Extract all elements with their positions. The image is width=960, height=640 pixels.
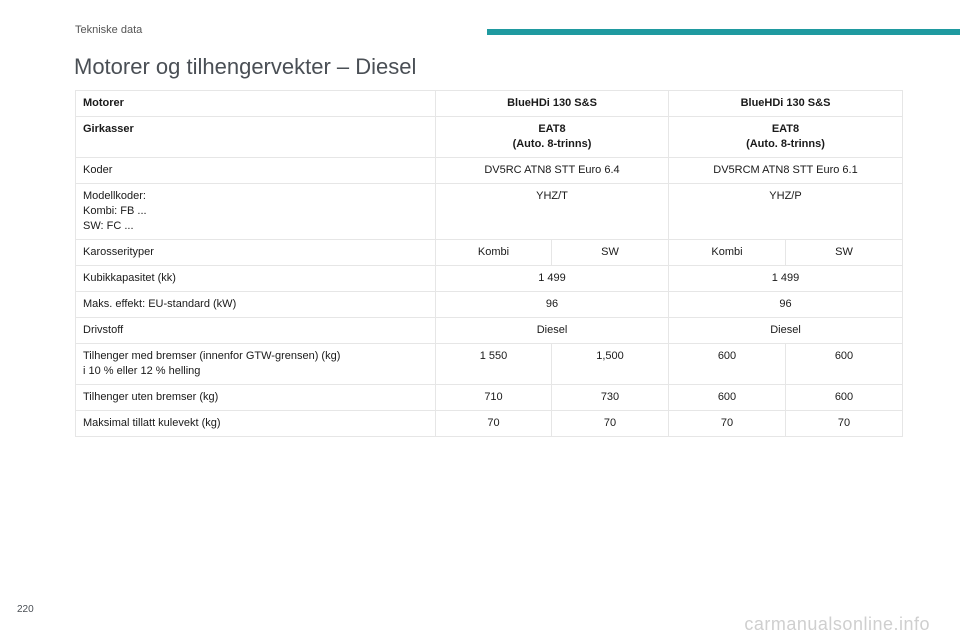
nose-weight-cell: 70 <box>552 411 669 437</box>
unbraked-trailer-cell: 600 <box>669 385 786 411</box>
braked-trailer-cell: 1 550 <box>436 344 552 385</box>
page-title: Motorer og tilhengervekter – Diesel <box>74 54 417 79</box>
row-label-kubikk: Kubikkapasitet (kk) <box>76 266 436 292</box>
body-type-cell: SW <box>786 240 903 266</box>
table-row-drivstoff <box>76 318 903 344</box>
tilhenger-bremser-line1: Tilhenger med bremser (innenfor GTW-grensen) (kg) <box>83 350 341 362</box>
gearbox-1-type: EAT8 <box>538 123 566 135</box>
table-row-girkasser <box>76 117 903 158</box>
section-accent-bar <box>487 29 960 35</box>
nose-weight-cell: 70 <box>436 411 552 437</box>
code-2: DV5RCM ATN8 STT Euro 6.1 <box>669 158 903 184</box>
row-label-modellkoder <box>76 184 436 240</box>
modellkoder-kombi: Kombi: FB ... <box>83 205 147 217</box>
row-label-karosserityper: Karosserityper <box>76 240 436 266</box>
braked-trailer-cell: 600 <box>669 344 786 385</box>
row-label-drivstoff: Drivstoff <box>76 318 436 344</box>
row-label-effekt: Maks. effekt: EU-standard (kW) <box>76 292 436 318</box>
specs-table <box>75 90 903 437</box>
modellkoder-sw: SW: FC ... <box>83 220 134 232</box>
displacement-2: 1 499 <box>669 266 903 292</box>
modellkoder-heading: Modellkoder: <box>83 190 146 202</box>
tilhenger-bremser-line2: i 10 % eller 12 % helling <box>83 365 201 377</box>
gearbox-1-desc: (Auto. 8-trinns) <box>512 138 592 150</box>
engine-2-name: BlueHDi 130 S&S <box>669 91 903 117</box>
page-number: 220 <box>17 604 34 615</box>
table-row-tilhenger-uten <box>76 385 903 411</box>
power-2: 96 <box>669 292 903 318</box>
table-row-effekt <box>76 292 903 318</box>
row-label-koder: Koder <box>76 158 436 184</box>
table-row-tilhenger-bremser <box>76 344 903 385</box>
unbraked-trailer-cell: 600 <box>786 385 903 411</box>
unbraked-trailer-cell: 730 <box>552 385 669 411</box>
model-code-1: YHZ/T <box>436 184 669 240</box>
fuel-1: Diesel <box>436 318 669 344</box>
table-row-kubikk <box>76 266 903 292</box>
body-type-cell: SW <box>552 240 669 266</box>
watermark-link[interactable]: carmanualsonline.info <box>744 614 930 634</box>
gearbox-2-type: EAT8 <box>771 123 800 135</box>
table-row-koder <box>76 158 903 184</box>
table-row-motorer <box>76 91 903 117</box>
row-label-tilhenger-uten: Tilhenger uten bremser (kg) <box>76 385 436 411</box>
row-label-girkasser: Girkasser <box>76 117 436 158</box>
body-type-cell: Kombi <box>669 240 786 266</box>
table-row-karosserityper <box>76 240 903 266</box>
section-label: Tekniske data <box>75 24 143 36</box>
braked-trailer-cell: 1,500 <box>552 344 669 385</box>
table-row-modellkoder <box>76 184 903 240</box>
engine-1-name: BlueHDi 130 S&S <box>436 91 669 117</box>
fuel-2: Diesel <box>669 318 903 344</box>
braked-trailer-cell: 600 <box>786 344 903 385</box>
unbraked-trailer-cell: 710 <box>436 385 552 411</box>
row-label-motorer: Motorer <box>76 91 436 117</box>
gearbox-2 <box>669 117 903 158</box>
gearbox-1 <box>436 117 669 158</box>
displacement-1: 1 499 <box>436 266 669 292</box>
nose-weight-cell: 70 <box>669 411 786 437</box>
model-code-2: YHZ/P <box>669 184 903 240</box>
gearbox-2-desc: (Auto. 8-trinns) <box>746 138 825 150</box>
row-label-kulevekt: Maksimal tillatt kulevekt (kg) <box>76 411 436 437</box>
code-1: DV5RC ATN8 STT Euro 6.4 <box>436 158 669 184</box>
body-type-cell: Kombi <box>436 240 552 266</box>
power-1: 96 <box>436 292 669 318</box>
table-row-kulevekt <box>76 411 903 437</box>
nose-weight-cell: 70 <box>786 411 903 437</box>
row-label-tilhenger-bremser <box>76 344 436 385</box>
